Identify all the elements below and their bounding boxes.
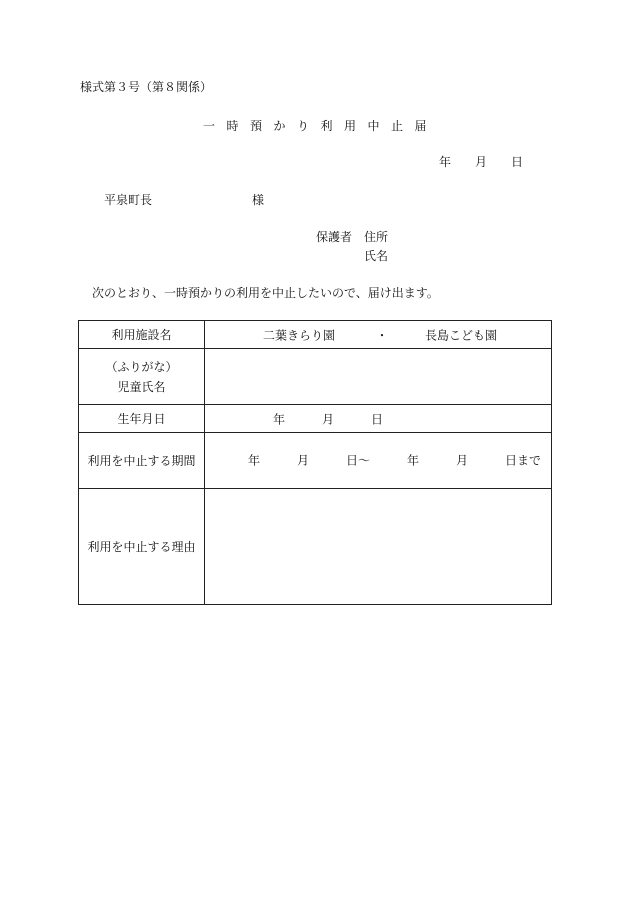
addressee-honorific: 様 [252,193,265,207]
period-label: 利用を中止する期間 [79,433,205,489]
child-name-field[interactable] [205,349,552,405]
period-from-month-unit: 月 [297,453,310,468]
furigana-label: （ふりがな） [105,359,178,374]
addressee-name: 平泉町長 [104,193,153,207]
birthdate-field[interactable] [205,404,552,432]
reason-label: 利用を中止する理由 [79,488,205,604]
period-from-day-unit: 日～ [346,453,371,468]
birthdate-label: 生年月日 [79,404,205,432]
statement-text: 次のとおり、一時預かりの利用を中止したいので、届け出ます。 [92,286,439,300]
facility-choice-cell[interactable] [205,321,552,349]
facility-row [79,321,552,349]
reason-field[interactable] [205,488,552,604]
facility-option-nagashima[interactable]: 長島こども園 [425,328,498,343]
facility-option-futaba[interactable]: 二葉きらり園 [263,328,336,343]
period-row [79,433,552,489]
address-label: 住所 [364,230,389,244]
facility-separator: ・ [376,328,389,343]
name-label: 氏名 [364,249,389,263]
period-to-day-unit: 日まで [505,453,542,468]
document-title: 一時預かり利用中止届 [203,119,439,133]
period-to-month-unit: 月 [456,453,469,468]
guardian-label: 保護者 [316,230,353,244]
date-month-unit: 月 [475,155,488,169]
period-to-year-unit: 年 [407,453,420,468]
child-name-label: 児童氏名 [117,379,166,394]
birthdate-year-unit: 年 [273,412,286,427]
child-name-label-cell [79,349,205,405]
facility-label: 利用施設名 [79,321,205,349]
date-day-unit: 日 [511,155,524,169]
submission-date [439,156,523,168]
period-from-year-unit: 年 [248,453,261,468]
birthdate-row [79,404,552,432]
form-number: 様式第３号（第８関係） [80,80,213,94]
period-field[interactable] [205,433,552,489]
date-year-unit: 年 [439,155,452,169]
birthdate-day-unit: 日 [371,412,384,427]
child-name-row [79,349,552,405]
reason-row [79,488,552,604]
application-table [78,320,552,605]
birthdate-month-unit: 月 [322,412,335,427]
